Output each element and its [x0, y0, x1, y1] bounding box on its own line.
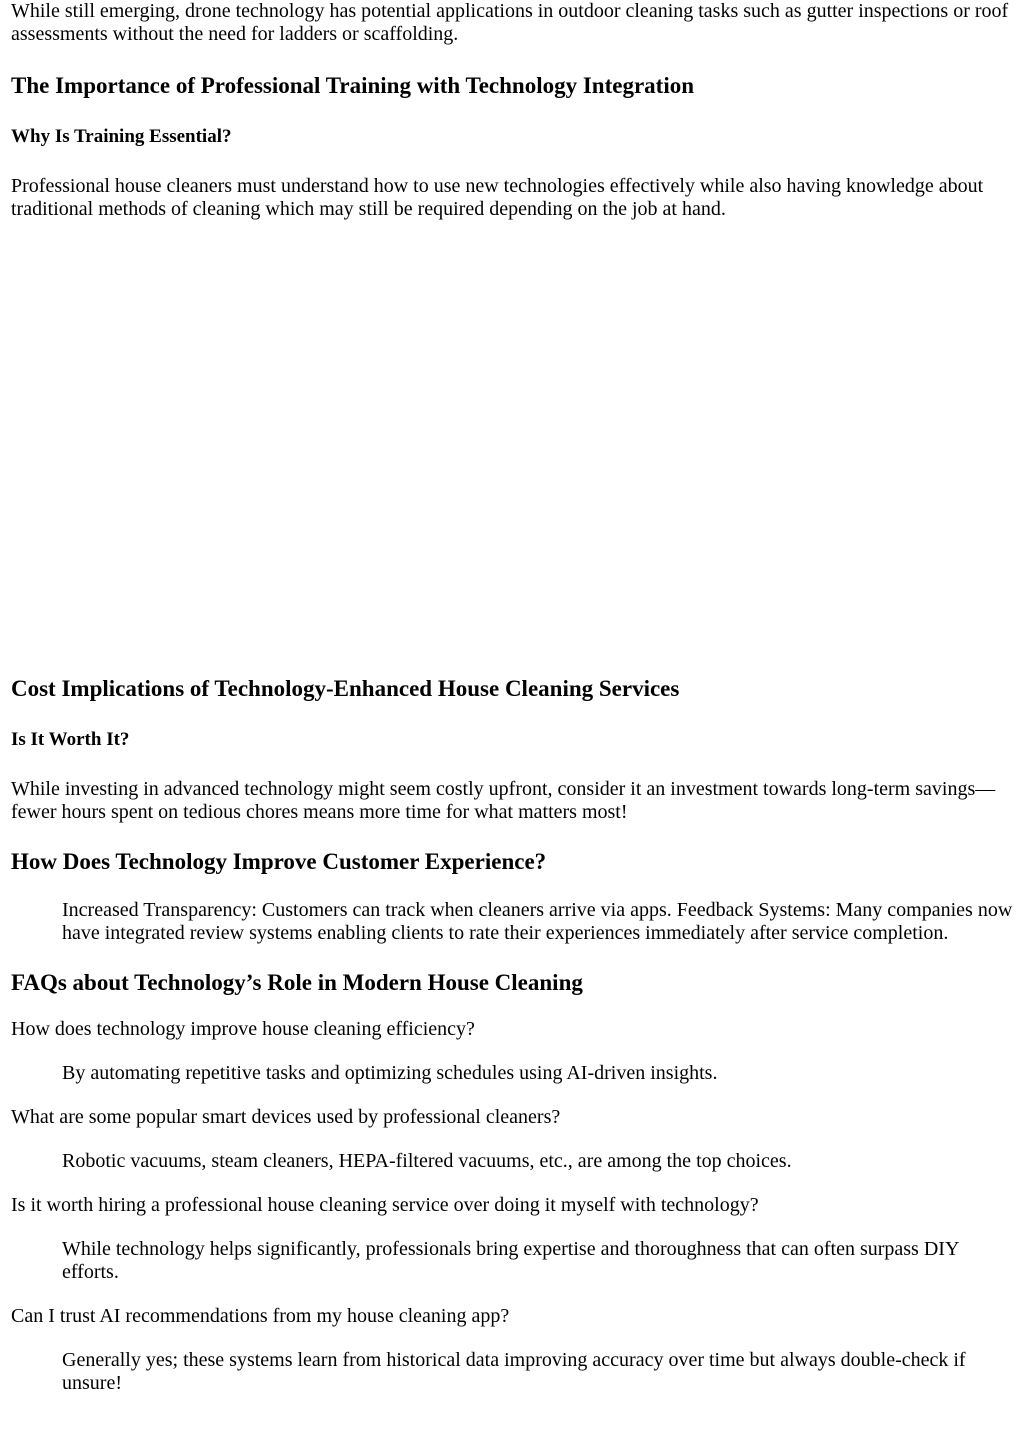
faq-heading: FAQs about Technology’s Role in Modern House Cleaning [11, 970, 583, 995]
faq-answer: While technology helps significantly, professionals bring expertise and thoroughness that can often surpass DIY efforts. [62, 1238, 959, 1283]
training-heading: The Importance of Professional Training with Technology Integration [11, 73, 695, 98]
training-paragraph: Professional house cleaners must understand how to use new technologies effectively while also having knowledge about traditional methods of cleaning which may still be required depending on the job at hand. [11, 175, 984, 220]
faq-list [11, 1018, 1013, 1395]
faq-answer: Generally yes; these systems learn from historical data improving accuracy over time but always double-check if unsure! [62, 1349, 966, 1394]
training-subheading: Why Is Training Essential? [11, 126, 232, 147]
cost-paragraph: While investing in advanced technology might seem costly upfront, consider it an investment towards long-term savings—fewer hours spent on tedious chores means more time for what matters most! [11, 778, 996, 823]
faq-answer: By automating repetitive tasks and optimizing schedules using AI-driven insights. [62, 1062, 718, 1084]
cost-subheading: Is It Worth It? [11, 729, 130, 750]
customer-heading: How Does Technology Improve Customer Experience? [11, 849, 547, 874]
faq-question: Is it worth hiring a professional house cleaning service over doing it myself with technology? [11, 1194, 759, 1216]
faq-question: Can I trust AI recommendations from my house cleaning app? [11, 1305, 510, 1327]
blank-image-area [11, 221, 1013, 675]
faq-answer: Robotic vacuums, steam cleaners, HEPA-filtered vacuums, etc., are among the top choices. [62, 1150, 792, 1172]
intro-paragraph: While still emerging, drone technology has potential applications in outdoor cleaning tasks such as gutter inspections or roof assessments without the need for ladders or scaffolding. [11, 0, 1009, 45]
customer-quote: Increased Transparency: Customers can track when cleaners arrive via apps. Feedback Systems: Many companies now have integrated review systems enabling clients to rate their experiences immediately after service completion. [62, 899, 1013, 944]
cost-heading: Cost Implications of Technology-Enhanced House Cleaning Services [11, 676, 680, 701]
faq-question: What are some popular smart devices used by professional cleaners? [11, 1106, 561, 1128]
faq-question: How does technology improve house cleaning efficiency? [11, 1018, 475, 1040]
